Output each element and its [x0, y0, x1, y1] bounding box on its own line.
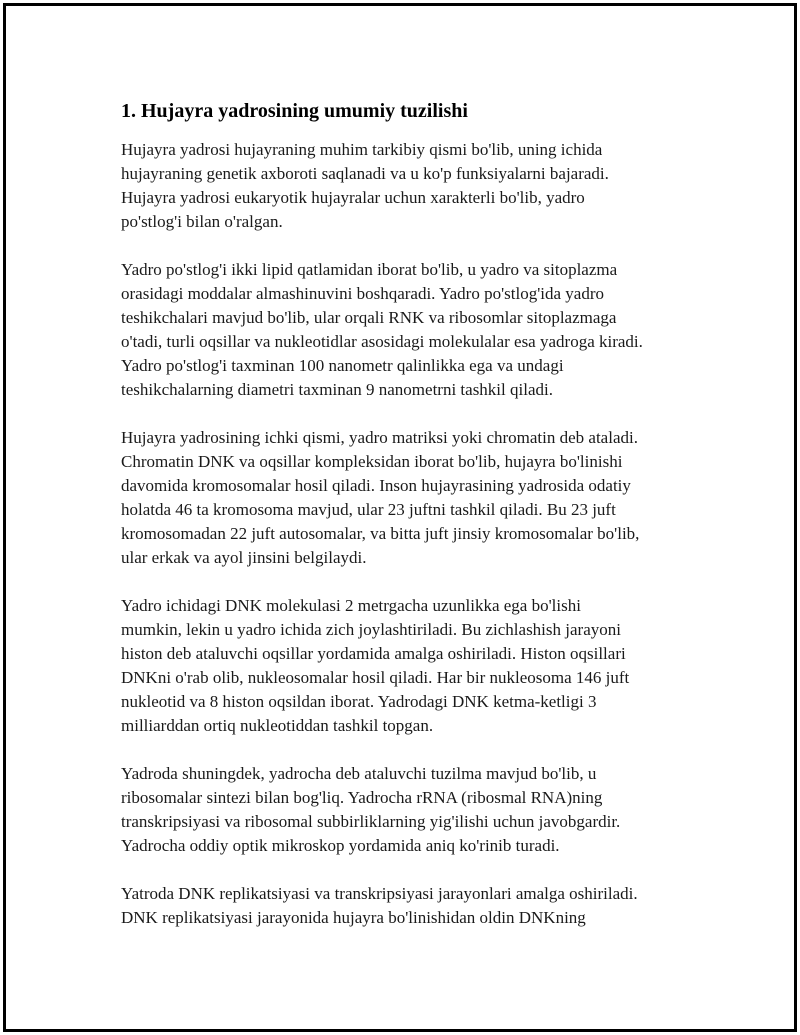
paragraph-list: [121, 138, 701, 930]
text-line: Yadro po'stlog'i ikki lipid qatlamidan iborat bo'lib, u yadro va sitoplazma: [121, 260, 618, 279]
text-line: kromosomadan 22 juft autosomalar, va bitta juft jinsiy kromosomalar bo'lib,: [121, 524, 640, 543]
text-line: Yadro ichidagi DNK molekulasi 2 metrgacha uzunlikka ega bo'lishi: [121, 596, 581, 615]
text-line: teshikchalari mavjud bo'lib, ular orqali RNK va ribosomlar sitoplazmaga: [121, 308, 617, 327]
text-line: DNKni o'rab olib, nukleosomalar hosil qiladi. Har bir nukleosoma 146 juft: [121, 668, 630, 687]
paragraph: [121, 594, 701, 738]
page-frame: [3, 3, 797, 1032]
text-line: Yadro po'stlog'i taxminan 100 nanometr qalinlikka ega va undagi: [121, 356, 564, 375]
paragraph: [121, 138, 701, 234]
text-line: holatda 46 ta kromosoma mavjud, ular 23 juftni tashkil qiladi. Bu 23 juft: [121, 500, 616, 519]
text-line: histon deb ataluvchi oqsillar yordamida amalga oshiriladi. Histon oqsillari: [121, 644, 626, 663]
text-line: po'stlog'i bilan o'ralgan.: [121, 212, 283, 231]
text-line: ular erkak va ayol jinsini belgilaydi.: [121, 548, 367, 567]
text-line: o'tadi, turli oqsillar va nukleotidlar asosidagi molekulalar esa yadroga kiradi.: [121, 332, 643, 351]
document-body: [121, 98, 701, 954]
text-line: ribosomalar sintezi bilan bog'liq. Yadrocha rRNA (ribosmal RNA)ning: [121, 788, 603, 807]
text-line: hujayraning genetik axboroti saqlanadi va u ko'p funksiyalarni bajaradi.: [121, 164, 609, 183]
text-line: Yadroda shuningdek, yadrocha deb ataluvchi tuzilma mavjud bo'lib, u: [121, 764, 597, 783]
paragraph: [121, 258, 701, 402]
text-line: transkripsiyasi va ribosomal subbirliklarning yig'ilishi uchun javobgardir.: [121, 812, 621, 831]
text-line: orasidagi moddalar almashinuvini boshqaradi. Yadro po'stlog'ida yadro: [121, 284, 604, 303]
paragraph: [121, 426, 701, 570]
text-line: Yatroda DNK replikatsiyasi va transkripsiyasi jarayonlari amalga oshiriladi.: [121, 884, 638, 903]
text-line: Chromatin DNK va oqsillar kompleksidan iborat bo'lib, hujayra bo'linishi: [121, 452, 623, 471]
text-line: DNK replikatsiyasi jarayonida hujayra bo'linishidan oldin DNKning: [121, 908, 586, 927]
text-line: davomida kromosomalar hosil qiladi. Inson hujayrasining yadrosida odatiy: [121, 476, 631, 495]
text-line: milliarddan ortiq nukleotiddan tashkil topgan.: [121, 716, 434, 735]
text-line: Hujayra yadrosi eukaryotik hujayralar uchun xarakterli bo'lib, yadro: [121, 188, 585, 207]
text-line: mumkin, lekin u yadro ichida zich joylashtiriladi. Bu zichlashish jarayoni: [121, 620, 621, 639]
paragraph: [121, 882, 701, 930]
text-line: Hujayra yadrosining ichki qismi, yadro matriksi yoki chromatin deb ataladi.: [121, 428, 638, 447]
text-line: teshikchalarning diametri taxminan 9 nanometrni tashkil qiladi.: [121, 380, 553, 399]
paragraph: [121, 762, 701, 858]
section-heading: 1. Hujayra yadrosining umumiy tuzilishi: [121, 100, 468, 122]
text-line: nukleotid va 8 histon oqsildan iborat. Yadrodagi DNK ketma-ketligi 3: [121, 692, 597, 711]
text-line: Hujayra yadrosi hujayraning muhim tarkibiy qismi bo'lib, uning ichida: [121, 140, 603, 159]
text-line: Yadrocha oddiy optik mikroskop yordamida aniq ko'rinib turadi.: [121, 836, 560, 855]
